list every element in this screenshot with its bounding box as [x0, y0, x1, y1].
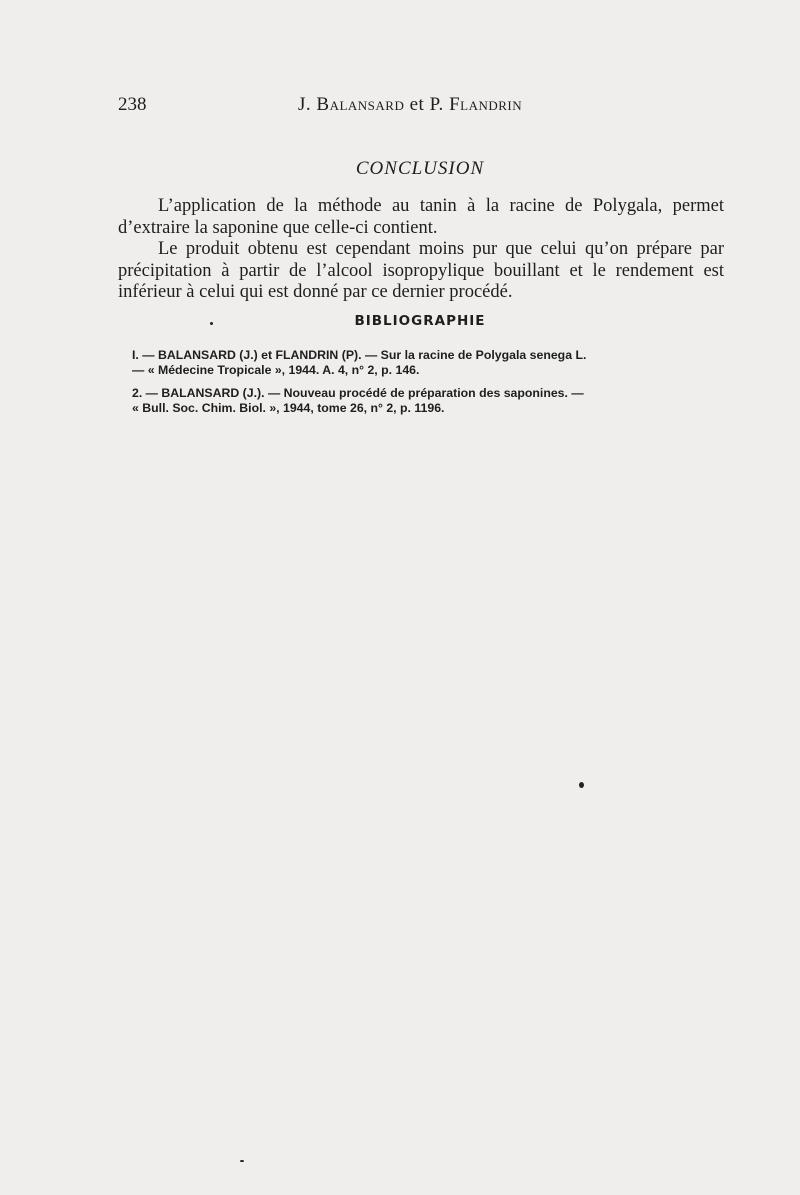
ink-speck: [240, 1160, 244, 1162]
page-number: 238: [118, 94, 147, 115]
reference-item: [132, 348, 724, 378]
author-initial-1: J.: [298, 94, 317, 115]
author-initial-2: P.: [429, 94, 450, 115]
ink-speck: [579, 782, 584, 788]
author-conjunction: et: [404, 94, 430, 115]
reference-list: [132, 348, 724, 424]
reference-line: I. — BALANSARD (J.) et FLANDRIN (P). — Sur la racine de Polygala senega L.: [132, 348, 587, 362]
reference-line: 2. — BALANSARD (J.). — Nouveau procédé de préparation des saponines. —: [132, 386, 584, 400]
author-name-2: Flandrin: [449, 94, 523, 115]
ink-speck: [210, 322, 213, 325]
paragraph: L’application de la méthode au tanin à la racine de Polygala, permet d’extraire la saponine que celle-ci contient.: [118, 196, 724, 238]
reference-line: — « Médecine Tropicale », 1944. A. 4, n° 2, p. 146.: [132, 363, 420, 377]
section-title: CONCLUSION: [355, 158, 485, 179]
page-header: [118, 94, 718, 124]
running-head: [298, 94, 522, 116]
reference-line: « Bull. Soc. Chim. Biol. », 1944, tome 26, n° 2, p. 1196.: [132, 401, 445, 415]
paragraph: Le produit obtenu est cependant moins pur que celui qu’on prépare par précipitation à partir de l’alcool isopropylique bouillant et le rendement est inférieur à celui qui est donné par ce dernier procédé.: [118, 239, 724, 302]
reference-item: [132, 386, 724, 416]
bibliography-heading: BIBLIOGRAPHIE: [354, 313, 486, 329]
conclusion-body: [118, 196, 724, 304]
author-name-1: Balansard: [316, 94, 405, 115]
